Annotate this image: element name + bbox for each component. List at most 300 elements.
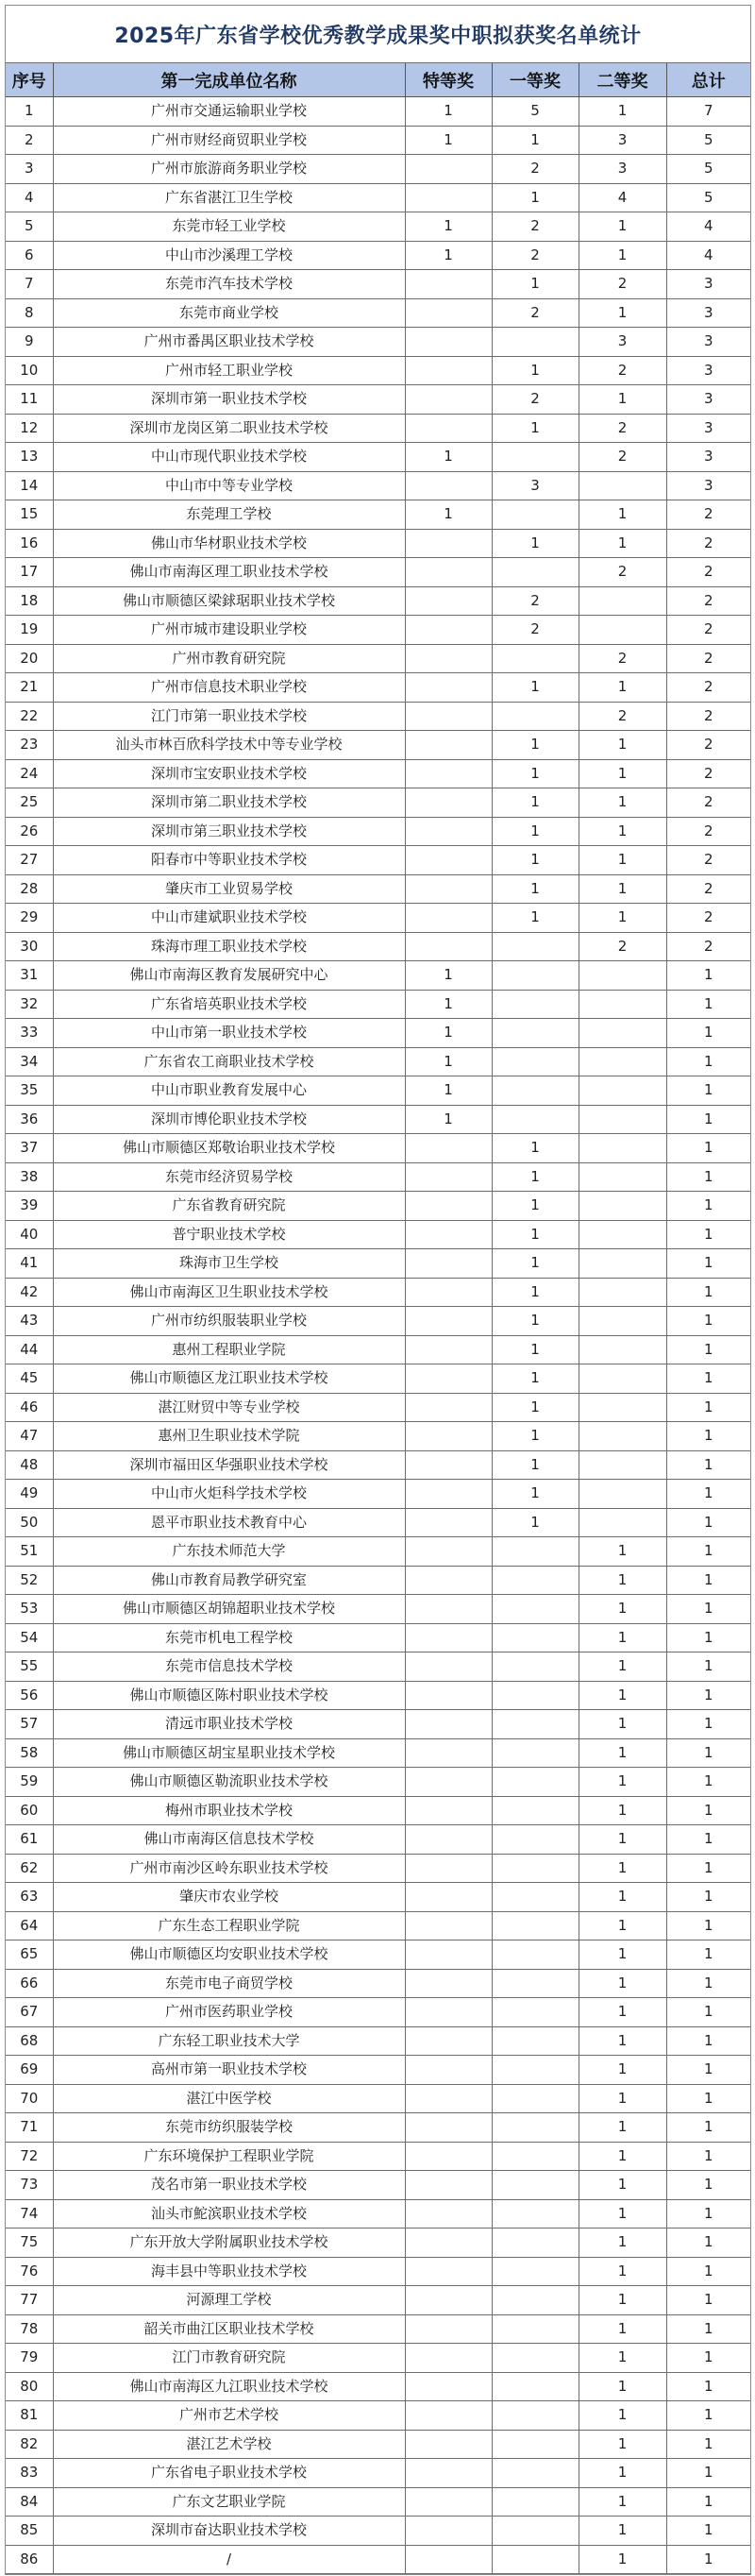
second-prize-cell: 2 — [579, 270, 666, 299]
row-index: 86 — [6, 2545, 53, 2574]
unit-name-cell: 肇庆市农业学校 — [53, 1883, 405, 1912]
total-cell: 5 — [666, 155, 750, 184]
first-prize-cell: 2 — [492, 241, 579, 270]
second-prize-cell: 1 — [579, 2545, 666, 2574]
table-row — [6, 1825, 750, 1855]
total-cell: 1 — [666, 1652, 750, 1682]
row-index: 26 — [6, 817, 53, 846]
total-cell: 1 — [666, 961, 750, 991]
second-prize-cell: 1 — [579, 385, 666, 415]
unit-name-cell: 东莞市信息技术学校 — [53, 1652, 405, 1682]
table-row — [6, 1335, 750, 1364]
table-row — [6, 558, 750, 587]
second-prize-cell: 1 — [579, 2229, 666, 2258]
row-index: 55 — [6, 1652, 53, 1682]
unit-name-cell: 广州市财经商贸职业学校 — [53, 126, 405, 155]
second-prize-cell: 1 — [579, 2171, 666, 2200]
table-row — [6, 644, 750, 673]
table-row — [6, 414, 750, 443]
total-cell: 1 — [666, 1335, 750, 1364]
table-row — [6, 1969, 750, 1998]
first-prize-cell — [492, 2113, 579, 2143]
second-prize-cell: 4 — [579, 183, 666, 212]
special-prize-cell — [405, 1422, 492, 1451]
second-prize-cell: 1 — [579, 1911, 666, 1940]
special-prize-cell: 1 — [405, 126, 492, 155]
header-index: 序号 — [6, 63, 53, 97]
row-index: 64 — [6, 1911, 53, 1940]
unit-name-cell: 广州市信息技术职业学校 — [53, 673, 405, 703]
second-prize-cell: 1 — [579, 2372, 666, 2401]
total-cell: 1 — [666, 2545, 750, 2574]
special-prize-cell — [405, 2487, 492, 2517]
unit-name-cell: 深圳市福田区华强职业技术学校 — [53, 1450, 405, 1480]
first-prize-cell: 3 — [492, 471, 579, 500]
special-prize-cell — [405, 1278, 492, 1307]
unit-name-cell: 中山市沙溪理工学校 — [53, 241, 405, 270]
unit-name-cell: 广东省电子职业技术学校 — [53, 2459, 405, 2488]
unit-name-cell: 肇庆市工业贸易学校 — [53, 874, 405, 904]
total-cell: 2 — [666, 788, 750, 818]
total-cell: 1 — [666, 1422, 750, 1451]
unit-name-cell: 广州市轻工职业学校 — [53, 356, 405, 385]
table-row — [6, 673, 750, 703]
total-cell: 1 — [666, 2084, 750, 2113]
total-cell: 3 — [666, 328, 750, 357]
row-index: 44 — [6, 1335, 53, 1364]
unit-name-cell: 广州市城市建设职业学校 — [53, 616, 405, 645]
second-prize-cell: 1 — [579, 1566, 666, 1595]
table-row — [6, 1220, 750, 1249]
second-prize-cell: 1 — [579, 1623, 666, 1652]
row-index: 3 — [6, 155, 53, 184]
first-prize-cell: 1 — [492, 874, 579, 904]
total-cell: 1 — [666, 2257, 750, 2286]
total-cell: 1 — [666, 1192, 750, 1221]
special-prize-cell — [405, 759, 492, 788]
table-row — [6, 2026, 750, 2056]
special-prize-cell — [405, 1623, 492, 1652]
unit-name-cell: 广东省湛江卫生学校 — [53, 183, 405, 212]
first-prize-cell — [492, 2314, 579, 2344]
total-cell: 2 — [666, 616, 750, 645]
first-prize-cell: 1 — [492, 356, 579, 385]
second-prize-cell: 3 — [579, 155, 666, 184]
special-prize-cell — [405, 2056, 492, 2085]
special-prize-cell — [405, 731, 492, 760]
special-prize-cell — [405, 1566, 492, 1595]
special-prize-cell — [405, 1738, 492, 1768]
unit-name-cell: 东莞市机电工程学校 — [53, 1623, 405, 1652]
unit-name-cell: 河源理工学校 — [53, 2286, 405, 2315]
total-cell: 1 — [666, 1393, 750, 1422]
first-prize-cell: 2 — [492, 616, 579, 645]
second-prize-cell — [579, 1508, 666, 1537]
row-index: 23 — [6, 731, 53, 760]
total-cell: 1 — [666, 2026, 750, 2056]
table-row — [6, 1998, 750, 2027]
first-prize-cell: 1 — [492, 1480, 579, 1509]
table-row — [6, 1796, 750, 1825]
special-prize-cell — [405, 1364, 492, 1394]
first-prize-cell — [492, 2229, 579, 2258]
table-row — [6, 1480, 750, 1509]
first-prize-cell: 2 — [492, 155, 579, 184]
table-row — [6, 2487, 750, 2517]
second-prize-cell: 1 — [579, 673, 666, 703]
unit-name-cell: 广东省培英职业技术学校 — [53, 990, 405, 1019]
total-cell: 1 — [666, 2372, 750, 2401]
first-prize-cell — [492, 1998, 579, 2027]
row-index: 17 — [6, 558, 53, 587]
second-prize-cell — [579, 1019, 666, 1048]
table-row — [6, 1652, 750, 1682]
table-row — [6, 990, 750, 1019]
total-cell: 1 — [666, 1047, 750, 1076]
special-prize-cell — [405, 673, 492, 703]
special-prize-cell — [405, 2286, 492, 2315]
second-prize-cell: 1 — [579, 2459, 666, 2488]
row-index: 22 — [6, 702, 53, 731]
table-row — [6, 356, 750, 385]
first-prize-cell — [492, 702, 579, 731]
table-row — [6, 1768, 750, 1797]
special-prize-cell — [405, 1768, 492, 1797]
second-prize-cell: 1 — [579, 2142, 666, 2171]
row-index: 56 — [6, 1681, 53, 1710]
first-prize-cell — [492, 1105, 579, 1134]
unit-name-cell: 湛江财贸中等专业学校 — [53, 1393, 405, 1422]
unit-name-cell: 阳春市中等职业技术学校 — [53, 846, 405, 875]
first-prize-cell: 1 — [492, 759, 579, 788]
row-index: 60 — [6, 1796, 53, 1825]
second-prize-cell: 1 — [579, 2314, 666, 2344]
row-index: 8 — [6, 298, 53, 328]
unit-name-cell: 深圳市龙岗区第二职业技术学校 — [53, 414, 405, 443]
row-index: 79 — [6, 2344, 53, 2373]
row-index: 34 — [6, 1047, 53, 1076]
row-index: 14 — [6, 471, 53, 500]
row-index: 50 — [6, 1508, 53, 1537]
second-prize-cell: 1 — [579, 1796, 666, 1825]
special-prize-cell — [405, 2545, 492, 2574]
row-index: 61 — [6, 1825, 53, 1855]
table-row — [6, 443, 750, 472]
second-prize-cell: 1 — [579, 1883, 666, 1912]
total-cell: 1 — [666, 1796, 750, 1825]
row-index: 13 — [6, 443, 53, 472]
row-index: 84 — [6, 2487, 53, 2517]
table-row — [6, 2344, 750, 2373]
row-index: 45 — [6, 1364, 53, 1394]
total-cell: 2 — [666, 846, 750, 875]
second-prize-cell: 2 — [579, 644, 666, 673]
row-index: 6 — [6, 241, 53, 270]
special-prize-cell — [405, 558, 492, 587]
second-prize-cell: 1 — [579, 529, 666, 558]
unit-name-cell: 广州市教育研究院 — [53, 644, 405, 673]
unit-name-cell: 湛江艺术学校 — [53, 2430, 405, 2459]
special-prize-cell — [405, 2314, 492, 2344]
second-prize-cell — [579, 1047, 666, 1076]
special-prize-cell — [405, 2084, 492, 2113]
first-prize-cell — [492, 1076, 579, 1106]
special-prize-cell — [405, 1710, 492, 1739]
first-prize-cell — [492, 1738, 579, 1768]
special-prize-cell — [405, 644, 492, 673]
table-row — [6, 2142, 750, 2171]
special-prize-cell — [405, 2257, 492, 2286]
second-prize-cell — [579, 1450, 666, 1480]
first-prize-cell: 1 — [492, 1220, 579, 1249]
second-prize-cell — [579, 1220, 666, 1249]
second-prize-cell: 1 — [579, 2113, 666, 2143]
total-cell: 2 — [666, 874, 750, 904]
total-cell: 1 — [666, 2459, 750, 2488]
special-prize-cell — [405, 932, 492, 961]
second-prize-cell: 2 — [579, 443, 666, 472]
table-row — [6, 241, 750, 270]
first-prize-cell — [492, 2171, 579, 2200]
total-cell: 7 — [666, 97, 750, 127]
special-prize-cell — [405, 1537, 492, 1567]
first-prize-cell — [492, 2084, 579, 2113]
table-row — [6, 1249, 750, 1279]
table-row — [6, 155, 750, 184]
special-prize-cell — [405, 2459, 492, 2488]
first-prize-cell — [492, 328, 579, 357]
unit-name-cell: 中山市第一职业技术学校 — [53, 1019, 405, 1048]
special-prize-cell — [405, 414, 492, 443]
table-row — [6, 1047, 750, 1076]
special-prize-cell: 1 — [405, 961, 492, 991]
second-prize-cell: 2 — [579, 932, 666, 961]
unit-name-cell: 广州市纺织服装职业学校 — [53, 1307, 405, 1336]
special-prize-cell — [405, 846, 492, 875]
second-prize-cell: 1 — [579, 2026, 666, 2056]
row-index: 58 — [6, 1738, 53, 1768]
total-cell: 1 — [666, 1019, 750, 1048]
row-index: 7 — [6, 270, 53, 299]
unit-name-cell: 佛山市顺德区勒流职业技术学校 — [53, 1768, 405, 1797]
special-prize-cell — [405, 904, 492, 933]
special-prize-cell — [405, 1220, 492, 1249]
first-prize-cell: 1 — [492, 1335, 579, 1364]
unit-name-cell: 普宁职业技术学校 — [53, 1220, 405, 1249]
table-row — [6, 2199, 750, 2229]
row-index: 46 — [6, 1393, 53, 1422]
unit-name-cell: 汕头市林百欣科学技术中等专业学校 — [53, 731, 405, 760]
row-index: 30 — [6, 932, 53, 961]
second-prize-cell: 1 — [579, 2487, 666, 2517]
first-prize-cell: 2 — [492, 586, 579, 616]
first-prize-cell — [492, 1854, 579, 1883]
second-prize-cell — [579, 1192, 666, 1221]
second-prize-cell: 1 — [579, 2286, 666, 2315]
row-index: 47 — [6, 1422, 53, 1451]
table-row — [6, 616, 750, 645]
unit-name-cell: 深圳市奋达职业技术学校 — [53, 2517, 405, 2546]
first-prize-cell: 1 — [492, 846, 579, 875]
row-index: 51 — [6, 1537, 53, 1567]
unit-name-cell: 佛山市顺德区胡锦超职业技术学校 — [53, 1595, 405, 1624]
first-prize-cell — [492, 2401, 579, 2431]
total-cell: 1 — [666, 1566, 750, 1595]
first-prize-cell: 1 — [492, 1307, 579, 1336]
total-cell: 3 — [666, 298, 750, 328]
total-cell: 1 — [666, 990, 750, 1019]
unit-name-cell: 中山市中等专业学校 — [53, 471, 405, 500]
header-first-prize: 一等奖 — [492, 63, 579, 97]
first-prize-cell: 2 — [492, 212, 579, 242]
second-prize-cell — [579, 1076, 666, 1106]
unit-name-cell: 清远市职业技术学校 — [53, 1710, 405, 1739]
total-cell: 1 — [666, 1134, 750, 1163]
first-prize-cell — [492, 2430, 579, 2459]
row-index: 63 — [6, 1883, 53, 1912]
row-index: 1 — [6, 97, 53, 127]
row-index: 53 — [6, 1595, 53, 1624]
total-cell: 1 — [666, 1364, 750, 1394]
total-cell: 3 — [666, 270, 750, 299]
unit-name-cell: 珠海市理工职业技术学校 — [53, 932, 405, 961]
first-prize-cell — [492, 961, 579, 991]
second-prize-cell: 1 — [579, 2084, 666, 2113]
second-prize-cell: 1 — [579, 1998, 666, 2027]
table-body — [6, 97, 750, 2574]
unit-name-cell: 广东文艺职业学院 — [53, 2487, 405, 2517]
row-index: 82 — [6, 2430, 53, 2459]
unit-name-cell: 中山市职业教育发展中心 — [53, 1076, 405, 1106]
total-cell: 4 — [666, 241, 750, 270]
total-cell: 1 — [666, 1998, 750, 2027]
first-prize-cell — [492, 2026, 579, 2056]
second-prize-cell: 1 — [579, 904, 666, 933]
first-prize-cell — [492, 443, 579, 472]
table-row — [6, 874, 750, 904]
total-cell: 1 — [666, 2286, 750, 2315]
unit-name-cell: 梅州市职业技术学校 — [53, 1796, 405, 1825]
row-index: 4 — [6, 183, 53, 212]
header-second-prize: 二等奖 — [579, 63, 666, 97]
special-prize-cell — [405, 1796, 492, 1825]
table-row — [6, 961, 750, 991]
special-prize-cell: 1 — [405, 1076, 492, 1106]
row-index: 54 — [6, 1623, 53, 1652]
first-prize-cell — [492, 500, 579, 530]
table-row — [6, 2286, 750, 2315]
special-prize-cell — [405, 1854, 492, 1883]
row-index: 27 — [6, 846, 53, 875]
second-prize-cell — [579, 1134, 666, 1163]
table-header-row — [6, 63, 750, 97]
special-prize-cell — [405, 2113, 492, 2143]
second-prize-cell: 1 — [579, 2517, 666, 2546]
table-row — [6, 2459, 750, 2488]
second-prize-cell: 1 — [579, 2199, 666, 2229]
row-index: 35 — [6, 1076, 53, 1106]
special-prize-cell — [405, 1911, 492, 1940]
first-prize-cell: 1 — [492, 1192, 579, 1221]
row-index: 38 — [6, 1162, 53, 1192]
table-row — [6, 270, 750, 299]
second-prize-cell: 1 — [579, 1595, 666, 1624]
total-cell: 2 — [666, 702, 750, 731]
row-index: 80 — [6, 2372, 53, 2401]
unit-name-cell: 恩平市职业技术教育中心 — [53, 1508, 405, 1537]
table-row — [6, 1940, 750, 1970]
first-prize-cell: 2 — [492, 298, 579, 328]
total-cell: 2 — [666, 586, 750, 616]
row-index: 74 — [6, 2199, 53, 2229]
table-row — [6, 2084, 750, 2113]
table-row — [6, 2257, 750, 2286]
second-prize-cell: 1 — [579, 1940, 666, 1970]
total-cell: 1 — [666, 1768, 750, 1797]
first-prize-cell: 1 — [492, 673, 579, 703]
first-prize-cell: 1 — [492, 183, 579, 212]
total-cell: 5 — [666, 126, 750, 155]
table-row — [6, 586, 750, 616]
special-prize-cell — [405, 155, 492, 184]
total-cell: 3 — [666, 414, 750, 443]
first-prize-cell: 1 — [492, 1450, 579, 1480]
first-prize-cell — [492, 1019, 579, 1048]
table-row — [6, 1162, 750, 1192]
second-prize-cell: 2 — [579, 702, 666, 731]
total-cell: 2 — [666, 904, 750, 933]
table-row — [6, 1422, 750, 1451]
second-prize-cell — [579, 471, 666, 500]
total-cell: 1 — [666, 2113, 750, 2143]
special-prize-cell — [405, 2517, 492, 2546]
unit-name-cell: 深圳市第一职业技术学校 — [53, 385, 405, 415]
award-statistics-sheet — [5, 5, 751, 2575]
row-index: 62 — [6, 1854, 53, 1883]
special-prize-cell: 1 — [405, 1105, 492, 1134]
unit-name-cell: 佛山市顺德区郑敬诒职业技术学校 — [53, 1134, 405, 1163]
unit-name-cell: 东莞市电子商贸学校 — [53, 1969, 405, 1998]
total-cell: 1 — [666, 2171, 750, 2200]
table-row — [6, 1134, 750, 1163]
total-cell: 1 — [666, 1681, 750, 1710]
special-prize-cell: 1 — [405, 1019, 492, 1048]
first-prize-cell — [492, 2459, 579, 2488]
row-index: 81 — [6, 2401, 53, 2431]
first-prize-cell — [492, 2257, 579, 2286]
unit-name-cell: 广州市旅游商务职业学校 — [53, 155, 405, 184]
unit-name-cell: 茂名市第一职业技术学校 — [53, 2171, 405, 2200]
total-cell: 1 — [666, 2056, 750, 2085]
row-index: 40 — [6, 1220, 53, 1249]
special-prize-cell — [405, 1393, 492, 1422]
table-row — [6, 731, 750, 760]
row-index: 21 — [6, 673, 53, 703]
second-prize-cell — [579, 1162, 666, 1192]
total-cell: 3 — [666, 356, 750, 385]
second-prize-cell — [579, 616, 666, 645]
unit-name-cell: 东莞市汽车技术学校 — [53, 270, 405, 299]
row-index: 41 — [6, 1249, 53, 1279]
special-prize-cell — [405, 1508, 492, 1537]
unit-name-cell: 佛山市顺德区均安职业技术学校 — [53, 1940, 405, 1970]
unit-name-cell: 东莞市纺织服装学校 — [53, 2113, 405, 2143]
total-cell: 1 — [666, 2142, 750, 2171]
unit-name-cell: 海丰县中等职业技术学校 — [53, 2257, 405, 2286]
row-index: 39 — [6, 1192, 53, 1221]
special-prize-cell — [405, 1969, 492, 1998]
first-prize-cell — [492, 1623, 579, 1652]
